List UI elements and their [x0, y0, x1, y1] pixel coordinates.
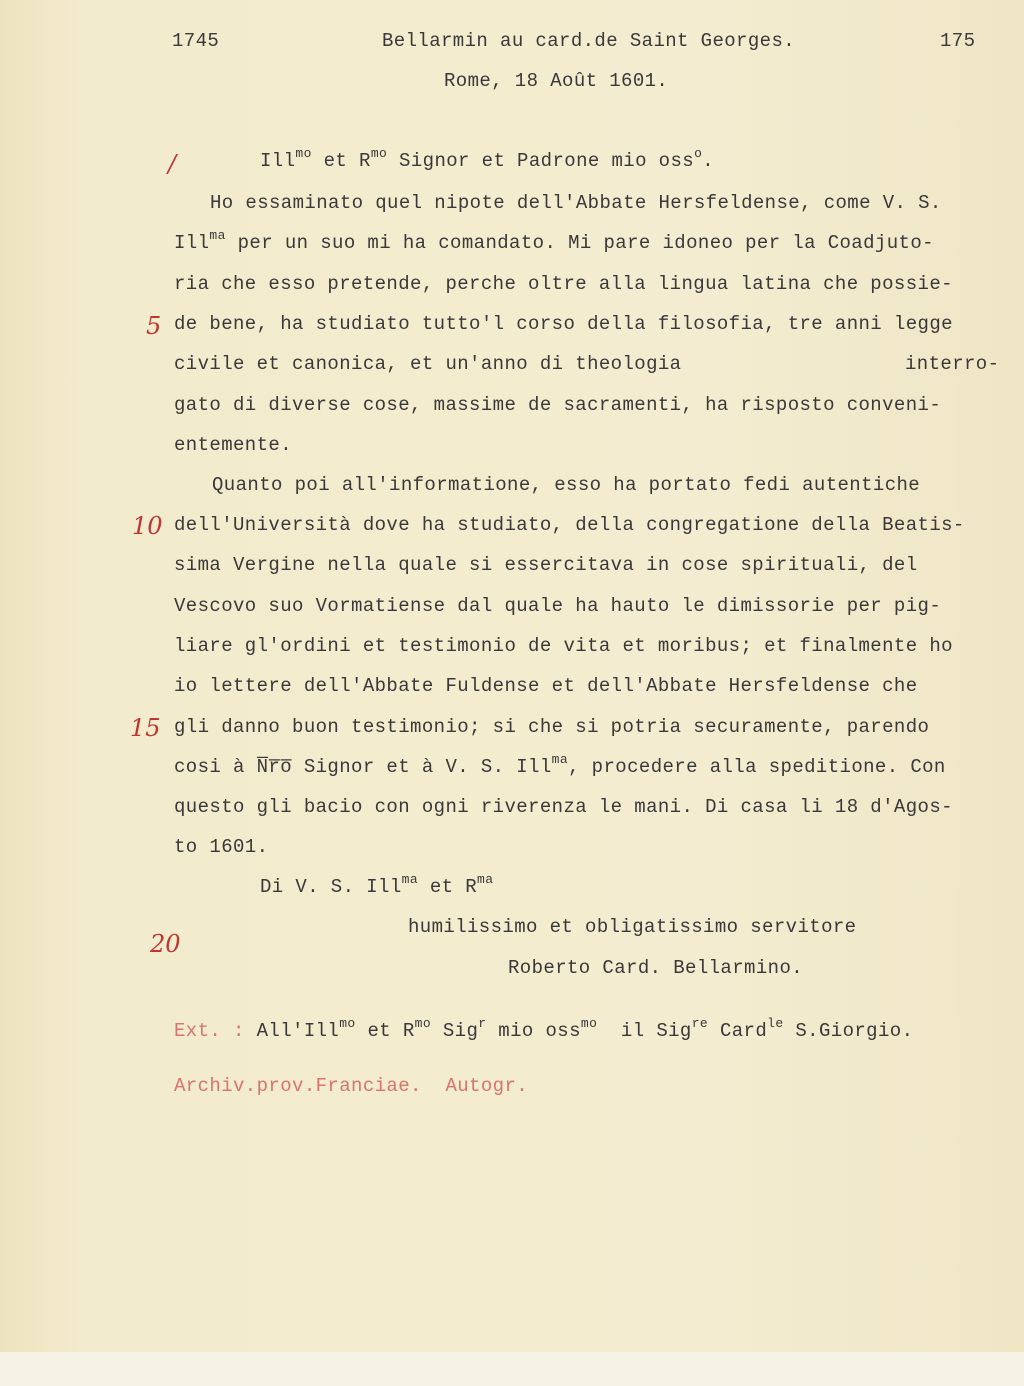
salutation: Ill$^{mo}$ et $R^{mo}$ Signor et Padrone mio oss$^o$.	[260, 145, 715, 172]
closing-formula: Di V. S. Ill$^{ma}$ et $R^{ma}$	[260, 871, 494, 898]
margin-mark-20: 20	[150, 930, 181, 958]
para1-line: civile et canonica, et un'anno di theologia	[174, 353, 682, 375]
para1-line: de bene, ha studiato tutto'l corso della filosofia, tre anni legge	[174, 313, 953, 335]
para1-line: ria che esso pretende, perche oltre alla lingua latina che possie-	[174, 273, 953, 295]
para2-line: sima Vergine nella quale si essercitava in cose spirituali, del	[174, 554, 918, 576]
para2-line: io lettere dell'Abbate Fuldense et dell'Abbate Hersfeldense che	[174, 675, 918, 697]
para2-line: questo gli bacio con ogni riverenza le mani. Di casa li 18 d'Agos-	[174, 796, 953, 818]
para2-line: cosi à N̅r̅o̅ Signor et à V. S. Ill$^{ma}$, procedere alla speditione. Con	[174, 751, 946, 778]
margin-mark-15: 15	[130, 714, 161, 742]
para2-line: liare gl'ordini et testimonio de vita et moribus; et finalmente ho	[174, 635, 953, 657]
para2-line: gli danno buon testimonio; si che si potria securamente, parendo	[174, 716, 930, 738]
para2-line: Vescovo suo Vormatiense dal quale ha hauto le dimissorie per pig-	[174, 595, 942, 617]
para2-line: Quanto poi all'informatione, esso ha portato fedi autentiche	[212, 474, 921, 496]
scan-bottom-strip	[0, 1352, 1024, 1386]
signature: Roberto Card. Bellarmino.	[508, 957, 804, 979]
address-prefix: Ext. :	[174, 1020, 245, 1042]
para1-line: Ill$^{ma}$ per un suo mi ha comandato. Mi pare idoneo per la Coadjuto-	[174, 227, 934, 254]
archive-source: Archiv.prov.Franciae. Autogr.	[174, 1075, 529, 1097]
para2-line: to 1601.	[174, 836, 269, 858]
margin-mark-10: 10	[132, 512, 163, 540]
address-line: Ext. : All'Ill$^{mo}$ et $R^{mo}$ Sig$^r$ mio oss$^{mo}$ il Sig$^{re}$ Card$^{le}$ S.Giorgio.	[174, 1015, 914, 1042]
place-date: Rome, 18 Août 1601.	[444, 70, 669, 92]
para1-line: entemente.	[174, 434, 293, 456]
para1-line: Ho essaminato quel nipote dell'Abbate Hersfeldense, come V. S.	[210, 192, 942, 214]
closing-servant: humilissimo et obligatissimo servitore	[408, 916, 857, 938]
margin-mark-5: 5	[146, 312, 162, 340]
margin-mark-1: /	[168, 150, 177, 178]
para2-line: dell'Università dove ha studiato, della congregatione della Beatis-	[174, 514, 965, 536]
para1-line-end: interro-	[905, 353, 1000, 375]
para1-line: gato di diverse cose, massime de sacramenti, ha risposto conveni-	[174, 394, 942, 416]
document-number: 1745	[172, 30, 220, 52]
document-title: Bellarmin au card.de Saint Georges.	[382, 30, 796, 52]
page-number: 175	[940, 30, 976, 52]
